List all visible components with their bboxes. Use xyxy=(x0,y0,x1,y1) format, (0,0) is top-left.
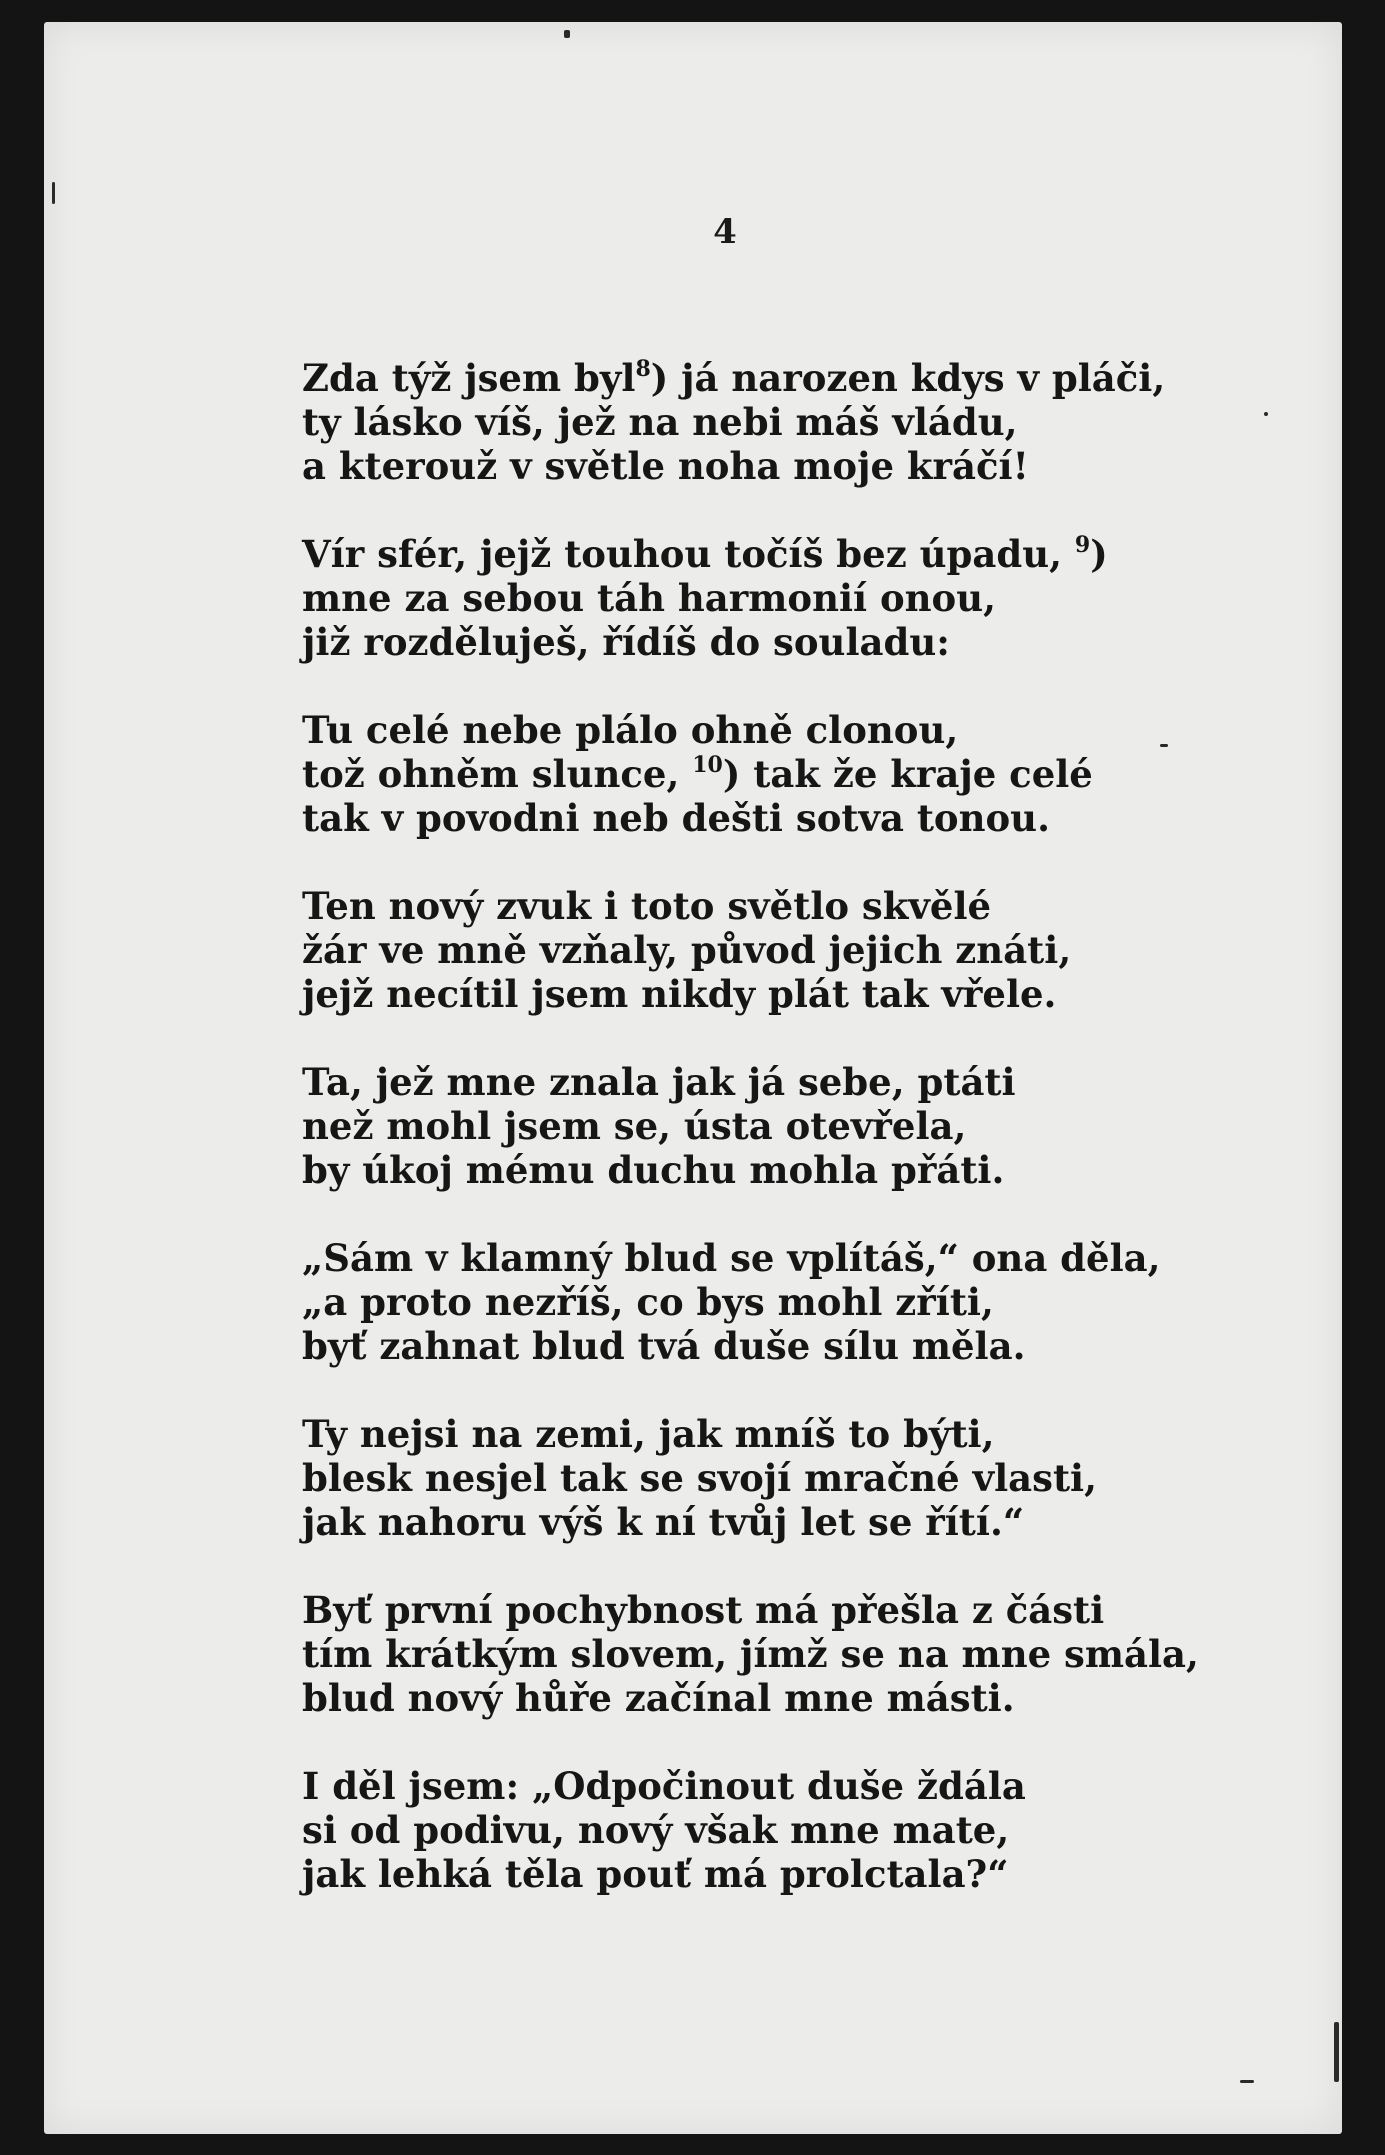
verse-text: blud nový hůře začínal mne másti. xyxy=(302,1676,1015,1720)
verse-line xyxy=(302,1456,1262,1500)
verse-text: jak lehká těla pouť má prolctala?“ xyxy=(302,1852,1009,1896)
footnote-marker: 8 xyxy=(635,356,651,382)
stanza xyxy=(302,1060,1262,1192)
verse-text: jak nahoru výš k ní tvůj let se řítí.“ xyxy=(302,1500,1025,1544)
scan-speck xyxy=(1334,2022,1339,2082)
scan-speck xyxy=(52,182,55,204)
verse-line xyxy=(302,972,1262,1016)
verse-text: Ten nový zvuk i toto světlo skvělé xyxy=(302,884,992,928)
verse-text: žár ve mně vzňaly, původ jejich znáti, xyxy=(302,928,1072,972)
verse-text: tak v povodni neb dešti sotva tonou. xyxy=(302,796,1050,840)
verse-text: ) xyxy=(1090,532,1108,576)
verse-line xyxy=(302,620,1262,664)
verse-text: již rozděluješ, řídíš do souladu: xyxy=(302,620,950,664)
stanza xyxy=(302,708,1262,840)
stanza xyxy=(302,1764,1262,1896)
verse-line xyxy=(302,884,1262,928)
verse-text: Ty nejsi na zemi, jak mníš to býti, xyxy=(302,1412,995,1456)
footnote-marker: 10 xyxy=(692,752,723,778)
verse-line xyxy=(302,1632,1262,1676)
stanza xyxy=(302,1236,1262,1368)
stanza xyxy=(302,1412,1262,1544)
scan-speck xyxy=(1160,744,1168,747)
verse-text: byť zahnat blud tvá duše sílu měla. xyxy=(302,1324,1026,1368)
scan-speck xyxy=(1264,412,1268,416)
verse-text: blesk nesjel tak se svojí mračné vlasti, xyxy=(302,1456,1097,1500)
verse-line xyxy=(302,400,1262,444)
verse-line xyxy=(302,1236,1262,1280)
verse-line xyxy=(302,1500,1262,1544)
stanza xyxy=(302,1588,1262,1720)
scan-speck xyxy=(564,30,570,38)
verse-text: „a proto nezříš, co bys mohl zříti, xyxy=(302,1280,994,1324)
verse-text: jejž necítil jsem nikdy plát tak vřele. xyxy=(302,972,1057,1016)
verse-line xyxy=(302,708,1262,752)
verse-line xyxy=(302,796,1262,840)
verse-text: Zda týž jsem byl xyxy=(302,356,636,400)
verse-line xyxy=(302,1676,1262,1720)
verse-line xyxy=(302,356,1262,400)
footnote-marker: 9 xyxy=(1074,532,1091,558)
verse-line xyxy=(302,1852,1262,1896)
stanza xyxy=(302,356,1262,488)
verse-line xyxy=(302,532,1262,576)
verse-text: mne za sebou táh harmonií onou, xyxy=(302,576,997,620)
verse-line xyxy=(302,928,1262,972)
verse-text: Byť první pochybnost má přešla z části xyxy=(302,1588,1105,1632)
verse-line xyxy=(302,1104,1262,1148)
verse-line xyxy=(302,444,1262,488)
verse-line xyxy=(302,1280,1262,1324)
verse-text: I děl jsem: „Odpočinout duše ždála xyxy=(302,1764,1026,1808)
scan-speck xyxy=(1240,2080,1254,2083)
verse-text: tož ohněm slunce, xyxy=(302,752,693,796)
book-page xyxy=(44,22,1342,2134)
verse-line xyxy=(302,1588,1262,1632)
verse-text: tím krátkým slovem, jímž se na mne smála, xyxy=(302,1632,1199,1676)
verse-text: Tu celé nebe plálo ohně clonou, xyxy=(302,708,959,752)
verse-line xyxy=(302,576,1262,620)
verse-text: a kterouž v světle noha moje kráčí! xyxy=(302,444,1029,488)
verse-line xyxy=(302,1148,1262,1192)
verse-text: „Sám v klamný blud se vplítáš,“ ona děla, xyxy=(302,1236,1161,1280)
page-number: 4 xyxy=(713,212,737,252)
verse-text: by úkoj mému duchu mohla přáti. xyxy=(302,1148,1005,1192)
verse-text: Vír sfér, jejž touhou točíš bez úpadu, xyxy=(302,532,1075,576)
verse-line xyxy=(302,1412,1262,1456)
verse-text: ty lásko víš, jež na nebi máš vládu, xyxy=(302,400,1018,444)
verse-line xyxy=(302,1808,1262,1852)
verse-text: Ta, jež mne znala jak já sebe, ptáti xyxy=(302,1060,1016,1104)
verse-text: než mohl jsem se, ústa otevřela, xyxy=(302,1104,967,1148)
poem-body xyxy=(302,356,1262,1896)
verse-text: ) tak že kraje celé xyxy=(722,752,1093,796)
stanza xyxy=(302,532,1262,664)
verse-line xyxy=(302,752,1262,796)
verse-text: si od podivu, nový však mne mate, xyxy=(302,1808,1010,1852)
verse-line xyxy=(302,1060,1262,1104)
verse-line xyxy=(302,1324,1262,1368)
verse-line xyxy=(302,1764,1262,1808)
verse-text: ) já narozen kdys v pláči, xyxy=(650,356,1166,400)
stanza xyxy=(302,884,1262,1016)
